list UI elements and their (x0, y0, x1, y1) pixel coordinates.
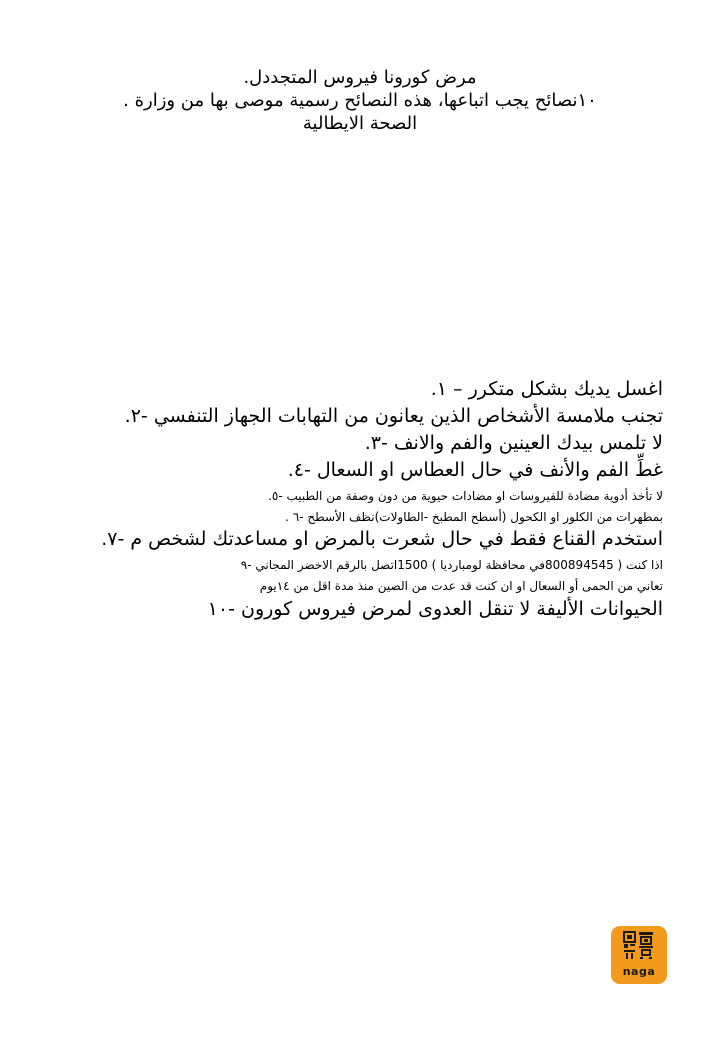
tip-9: اذا كنت ( 800894545في محافظة لومبارديا ) 1500اتصل بالرقم الاخضر المجاني -٩ (240, 558, 663, 572)
naga-logo-icon (611, 926, 667, 984)
tip-7: استخدم القناع فقط في حال شعرت بالمرض او مساعدتك لشخص م -٧. (101, 528, 663, 550)
tip-5: لا تأخذ أدوية مضادة للفيروسات او مضادات حيوية من دون وصفة من الطبيب -٥. (268, 489, 663, 503)
tip-10: الحيوانات الأليفة لا تنقل العدوى لمرض فيروس كورون -١٠ (207, 598, 663, 620)
page-title (40, 66, 680, 135)
title-line-3: الصحة الايطالية (302, 113, 418, 134)
tips-list (23, 376, 663, 623)
tip-6: بمطهرات من الكلور او الكحول (أسطح المطبخ -الطاولات)نظف الأسطح -٦ . (285, 510, 663, 524)
logo-wordmark: naga (622, 965, 656, 978)
tip-2: تجنب ملامسة الأشخاص الذين يعانون من التهابات الجهاز التنفسي -٢. (124, 405, 663, 427)
tip-1: اغسل يديك بشكل متكرر – ١. (430, 378, 663, 400)
title-line-2: ١٠نصائح يجب اتباعها، هذه النصائح رسمية موصى بها من وزارة . (123, 90, 597, 111)
naga-logo-glyph (611, 926, 667, 966)
tip-4: غطِّ الفم والأنف في حال العطاس او السعال -٤. (287, 459, 663, 481)
tip-9-continued: تعاني من الحمى أو السعال او ان كنت قد عدت من الصين منذ مدة اقل من ١٤يوم (259, 579, 663, 593)
tip-3: لا تلمس بيدك العينين والفم والانف -٣. (364, 432, 663, 454)
title-line-1: مرض كورونا فيروس المتجددل. (243, 67, 477, 88)
